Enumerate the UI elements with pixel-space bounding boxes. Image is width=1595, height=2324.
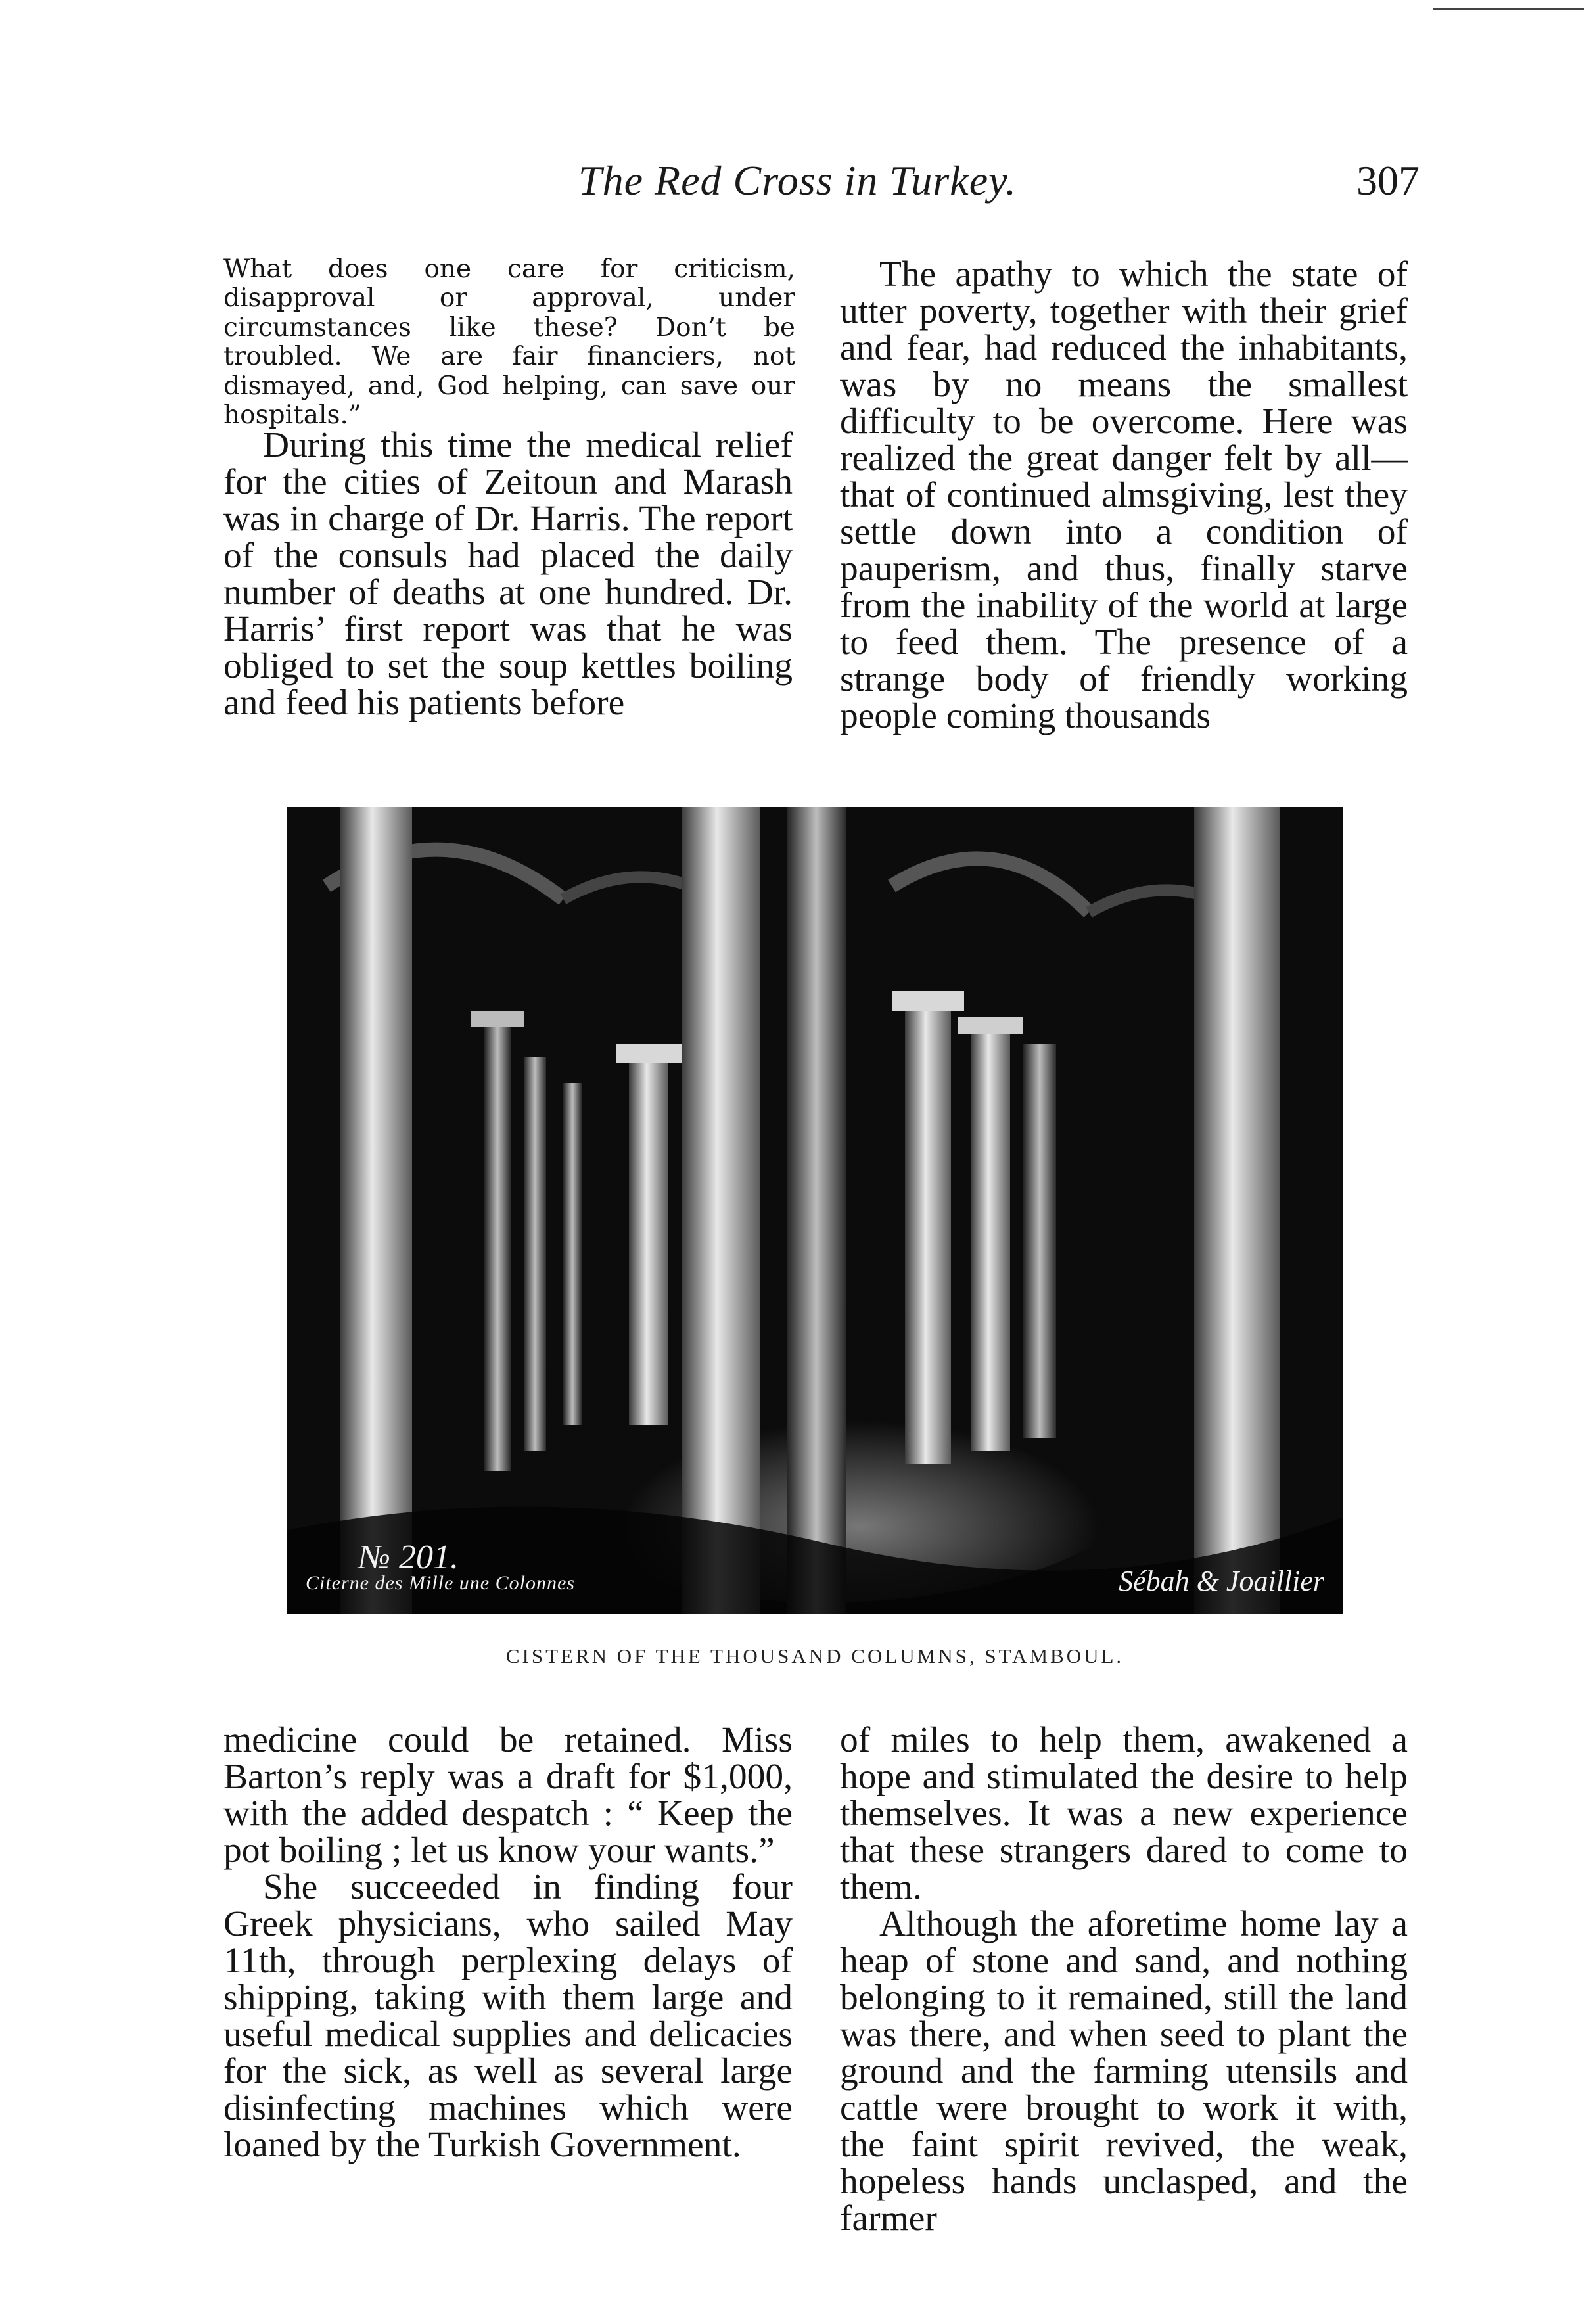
photographer-signature: Sébah & Joaillier [1119, 1565, 1324, 1597]
paragraph: She succeeded in finding four Greek physicians, who sailed May 11th, through perplexing delays of shipping, taking with them large and useful medical supplies and delicacies for the sick, as well as several large disinfecting machines which were loaned by the Turkish Government. [223, 1867, 793, 2165]
plate-number: № 201. [358, 1539, 459, 1576]
right-column-bottom [840, 1722, 1408, 2237]
plate-title: Citerne des Mille une Colonnes [306, 1572, 575, 1594]
right-column-top [840, 256, 1408, 735]
page-number: 307 [1356, 157, 1420, 204]
paragraph: of miles to help them, awakened a hope and stimulated the desire to help themselves. It was a new experience that these strangers dared to come to them. [840, 1720, 1408, 1907]
paragraph: Although the aforetime home lay a heap of stone and sand, and nothing belonging to it remained, still the land was there, and when seed to plant the ground and the farming utensils and cattle were brought to work it with, the faint spirit revived, the weak, hopeless hands unclasped, and the farmer [840, 1904, 1408, 2239]
left-column-top [223, 427, 793, 722]
running-title: The Red Cross in Turkey. [578, 157, 1017, 204]
cistern-illustration [287, 807, 1343, 1614]
cistern-photograph [287, 807, 1343, 1614]
top-rule [1433, 8, 1584, 10]
paragraph: medicine could be retained. Miss Barton’s reply was a draft for $1,000, with the added despatch : “ Keep the pot boiling ; let us know your wants.” [223, 1720, 793, 1871]
paragraph: The apathy to which the state of utter poverty, together with their grief and fear, had reduced the inhabitants, was by no means the smallest difficulty to be overcome. Here was realized the great danger felt by all—that of continued almsgiving, lest they settle down into a condition of pauperism, and thus, finally starve from the inability of the world at large to feed them. The presence of a strange body of friendly working people coming thousands [840, 254, 1408, 736]
left-column-bottom [223, 1722, 793, 2164]
quote-text: What does one care for criticism, disapproval or approval, under circumstances like these? Don’t be troubled. We are fair financiers, not dismayed, and, God helping, can save our hospitals.” [223, 254, 795, 430]
photo-plate-inscription [299, 1538, 1337, 1604]
paragraph: During this time the medical relief for the cities of Zeitoun and Marash was in charge of Dr. Harris. The report of the consuls had placed the daily number of deaths at one hundred. Dr. Harris’ first report was that he was obliged to set the soup kettles boiling and feed his patients before [223, 425, 793, 723]
quote-block [223, 255, 795, 430]
figure-caption: CISTERN OF THE THOUSAND COLUMNS, STAMBOUL. [505, 1644, 1124, 1667]
